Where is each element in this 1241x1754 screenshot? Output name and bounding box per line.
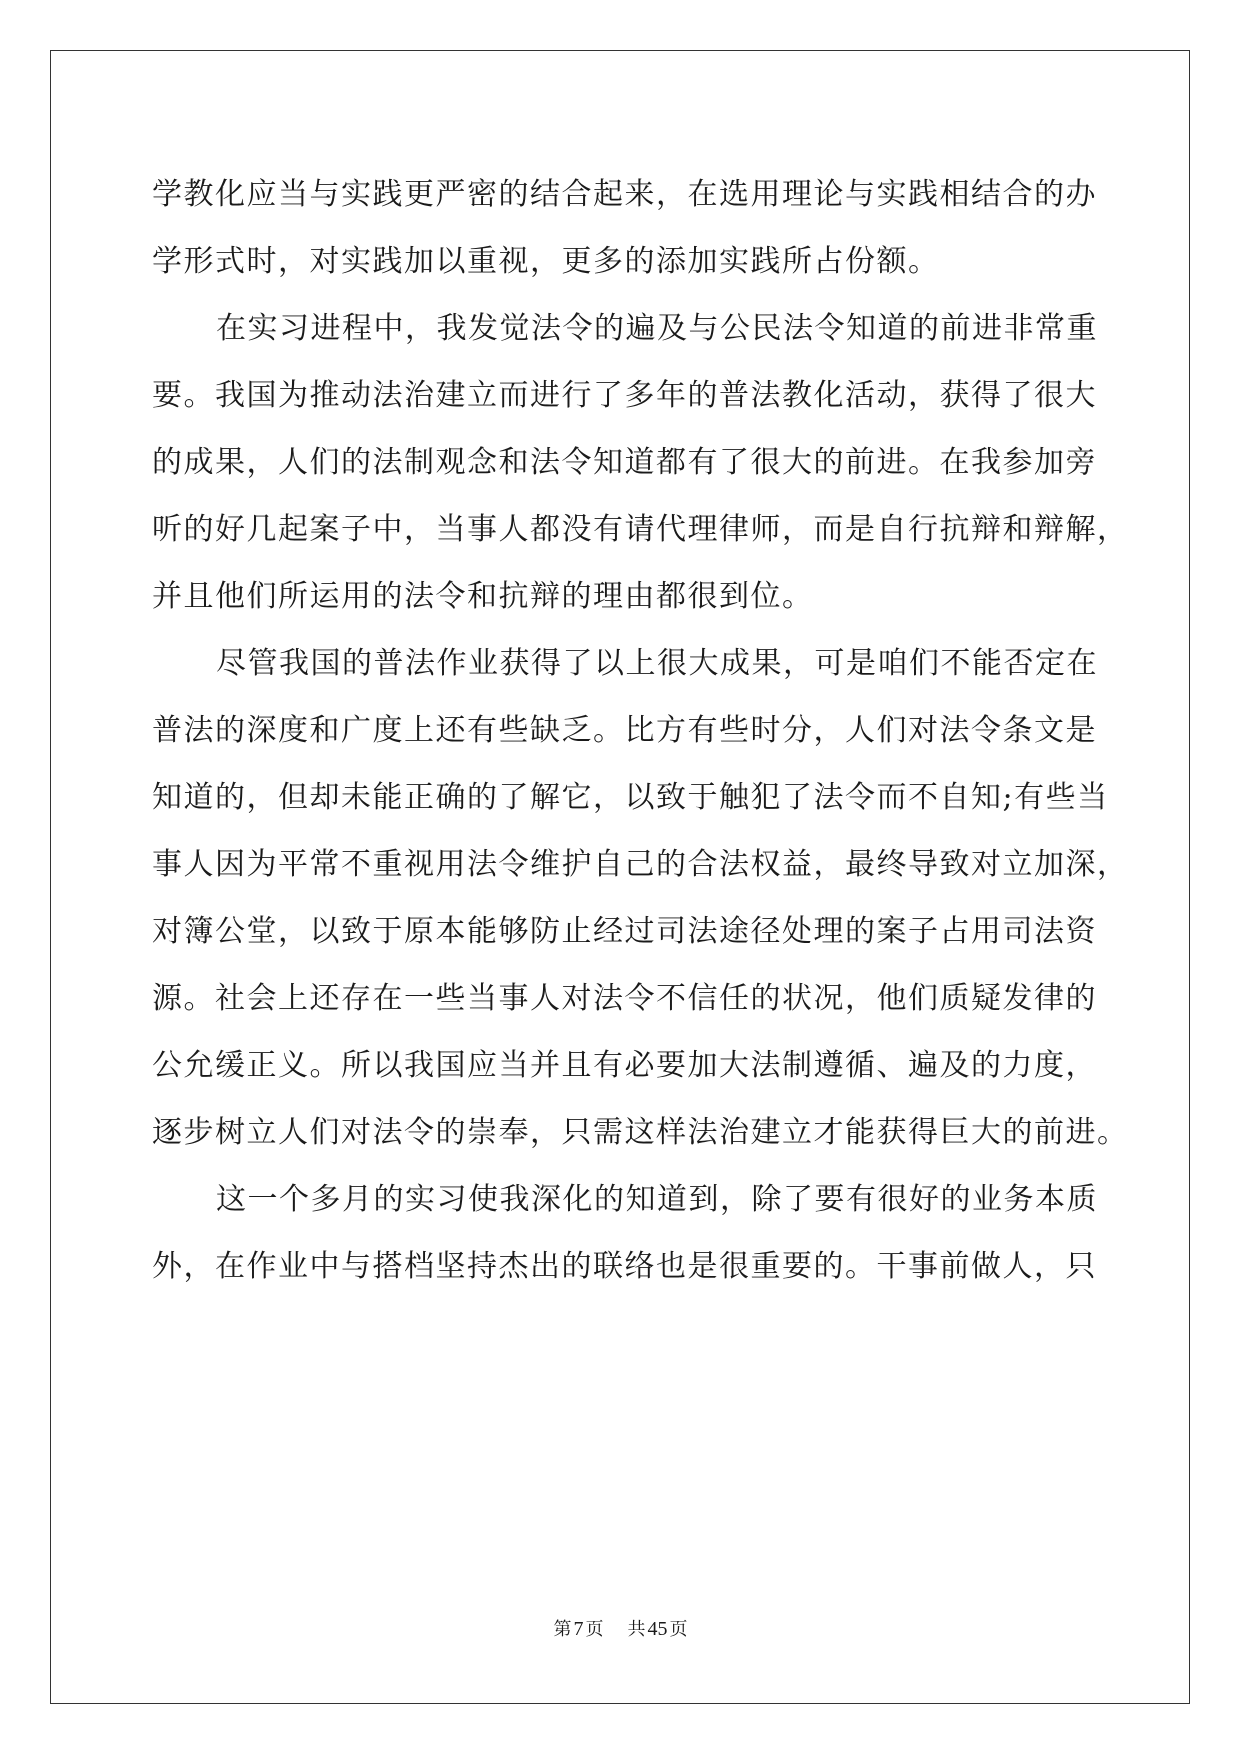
page-prefix: 第 [553,1619,572,1640]
body-line: 普法的深度和广度上还有些缺乏。比方有些时分，人们对法令条文是 [152,713,1097,748]
body-line: 逐步树立人们对法令的崇奉，只需这样法治建立才能获得巨大的前进。 [152,1115,1129,1150]
total-prefix: 共 [627,1619,646,1640]
paragraph-first-line: 在实习进程中，我发觉法令的遍及与公民法令知道的前进非常重 [216,311,1098,346]
body-line: 事人因为平常不重视用法令维护自己的合法权益，最终导致对立加深， [152,847,1129,882]
page-total: 45 [647,1618,668,1640]
paragraph-first-line: 这一个多月的实习使我深化的知道到，除了要有很好的业务本质 [216,1182,1098,1217]
document-body [152,161,1129,1300]
body-line: 学形式时，对实践加以重视，更多的添加实践所占份额。 [152,244,940,279]
paragraph-first-line: 尽管我国的普法作业获得了以上很大成果，可是咱们不能否定在 [216,646,1098,681]
body-line: 知道的，但却未能正确的了解它，以致于触犯了法令而不自知;有些当 [152,780,1109,815]
body-line: 并且他们所运用的法令和抗辩的理由都很到位。 [152,579,814,614]
body-line: 的成果，人们的法制观念和法令知道都有了很大的前进。在我参加旁 [152,445,1097,480]
body-line: 公允缓正义。所以我国应当并且有必要加大法制遵循、遍及的力度， [152,1048,1097,1083]
total-suffix: 页 [669,1619,688,1640]
page-footer [0,1615,1241,1641]
body-line: 源。社会上还存在一些当事人对法令不信任的状况，他们质疑发律的 [152,981,1097,1016]
body-line: 学教化应当与实践更严密的结合起来，在选用理论与实践相结合的办 [152,177,1097,212]
body-line: 外，在作业中与搭档坚持杰出的联络也是很重要的。干事前做人，只 [152,1249,1097,1284]
body-line: 对簿公堂，以致于原本能够防止经过司法途径处理的案子占用司法资 [152,914,1097,949]
body-line: 听的好几起案子中，当事人都没有请代理律师，而是自行抗辩和辩解， [152,512,1129,547]
page-number: 7 [573,1618,584,1640]
body-line: 要。我国为推动法治建立而进行了多年的普法教化活动，获得了很大 [152,378,1097,413]
page-suffix: 页 [585,1619,604,1640]
